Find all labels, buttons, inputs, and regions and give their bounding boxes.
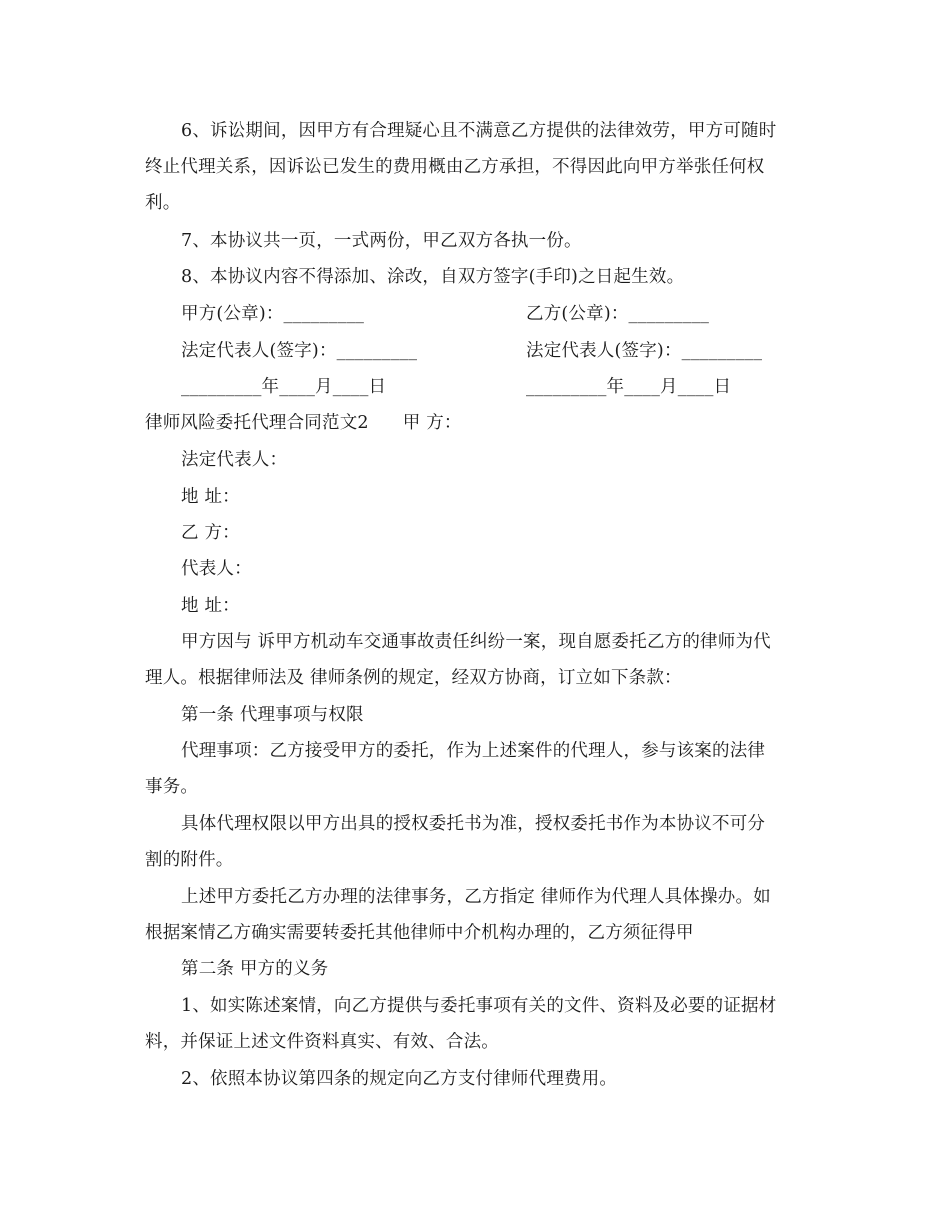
legal-rep-label: 法定代表人： — [181, 450, 288, 470]
heading-line — [145, 411, 462, 435]
party-b-rep-signature-line: 法定代表人(签字)：_________ — [526, 341, 763, 361]
clause-6-line-1: 6、诉讼期间，因甲方有合理疑心且不满意乙方提供的法律效劳，甲方可随时 — [181, 121, 777, 141]
clause-7: 7、本协议共一页，一式两份，甲乙双方各执一份。 — [181, 231, 582, 251]
party-b-label: 乙 方： — [181, 523, 240, 543]
article-1-p1-line-1: 代理事项：乙方接受甲方的委托，作为上述案件的代理人，参与该案的法律 — [181, 741, 766, 761]
clause-6-line-2: 终止代理关系，因诉讼已发生的费用概由乙方承担，不得因此向甲方举张任何权 — [145, 157, 765, 177]
clause-6-line-3: 利。 — [145, 193, 181, 213]
article-2-title: 第二条 甲方的义务 — [181, 959, 329, 979]
article-2-p1-line-1: 1、如实陈述案情，向乙方提供与委托事项有关的文件、资料及必要的证据材 — [181, 996, 777, 1016]
article-1-p1-line-2: 事务。 — [145, 777, 199, 797]
party-b-seal-line: 乙方(公章)：_________ — [526, 304, 710, 324]
party-b-date-line: _________年____月____日 — [526, 377, 732, 397]
address-a-label: 地 址： — [181, 487, 240, 507]
article-1-title: 第一条 代理事项与权限 — [181, 705, 364, 725]
representative-label: 代表人： — [181, 559, 252, 579]
party-a-rep-signature-line: 法定代表人(签字)：_________ — [181, 341, 418, 361]
article-2-p1-line-2: 料，并保证上述文件资料真实、有效、合法。 — [145, 1032, 499, 1052]
party-a-date-line: _________年____月____日 — [181, 377, 387, 397]
intro-line-2: 理人。根据律师法及 律师条例的规定，经双方协商，订立如下条款： — [145, 668, 682, 688]
article-1-p3-line-2: 根据案情乙方确实需要转委托其他律师中介机构办理的，乙方须征得甲 — [145, 923, 694, 943]
address-b-label: 地 址： — [181, 596, 240, 616]
article-1-p3-line-1: 上述甲方委托乙方办理的法律事务，乙方指定 律师作为代理人具体操办。如 — [181, 887, 771, 907]
clause-8: 8、本协议内容不得添加、涂改，自双方签字(手印)之日起生效。 — [181, 267, 685, 287]
article-1-p2-line-2: 割的附件。 — [145, 850, 234, 870]
party-a-label: 甲 方： — [402, 413, 462, 433]
intro-line-1: 甲方因与 诉甲方机动车交通事故责任纠纷一案，现自愿委托乙方的律师为代 — [181, 632, 771, 652]
document-title: 律师风险委托代理合同范文2 — [145, 413, 369, 433]
article-1-p2-line-1: 具体代理权限以甲方出具的授权委托书为准，授权委托书作为本协议不可分 — [181, 814, 766, 834]
party-a-seal-line: 甲方(公章)：_________ — [181, 304, 365, 324]
article-2-p2: 2、依照本协议第四条的规定向乙方支付律师代理费用。 — [181, 1069, 618, 1089]
